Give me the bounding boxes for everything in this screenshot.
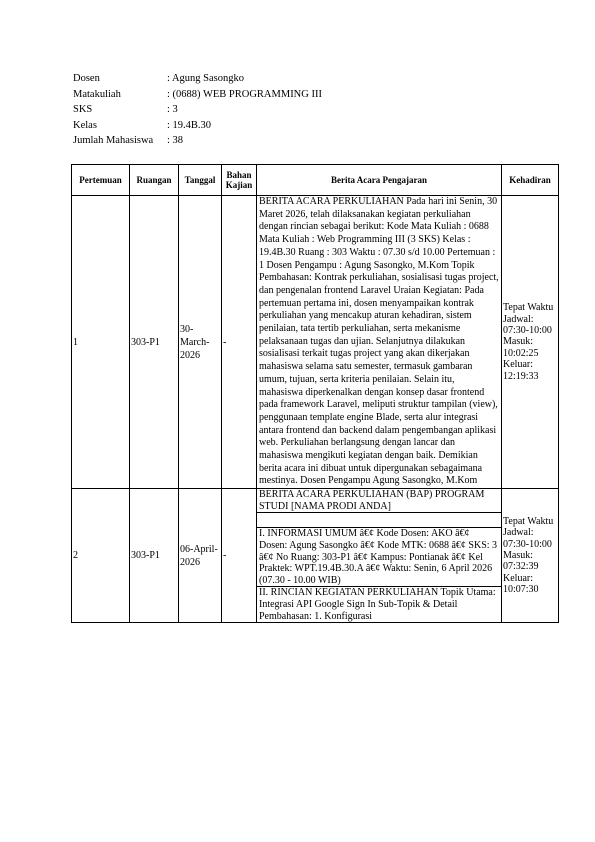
info-row-sks (73, 102, 322, 118)
berita-title: BERITA ACARA PERKULIAHAN (BAP) PROGRAM STUDI [NAMA PRODI ANDA] (257, 489, 501, 513)
berita-text: BERITA ACARA PERKULIAHAN Pada hari ini Senin, 30 Maret 2026, telah dilaksanakan kegiatan perkuliahan dengan rincian sebagai berikut: Kode Mata Kuliah : 0688 Mata Kuliah : Web Programming III (3 SKS) Kelas : 19.4B.30 Ruang : 303 Waktu : 07.30 s/d 10.00 Pertemuan : 1 Dosen Pengampu : Agung Sasongko, M.Kom Topik Pembahasan: Kontrak perkuliahan, sosialisasi tugas project, dan pengenalan frontend Laravel Uraian Kegiatan: Pada pertemuan pertama ini, dosen menyampaikan kontrak perkuliahan yang mencakup aturan kehadiran, sistem penilaian, tata tertib perkuliahan, serta mekanisme pelaksanaan tugas dan ujian. Selanjutnya dilakukan sosialisasi terkait tugas project yang akan dikerjakan mahasiswa selama satu semester, termasuk gambaran umum, tujuan, serta kriteria penilaian. Selain itu, mahasiswa diperkenalkan dengan konsep dasar frontend pada framework Laravel, meliputi struktur tampilan (view), penggunaan template engine Blade, serta alur integrasi antara frontend dan backend dalam pengembangan aplikasi web. Perkuliahan berlangsung dengan lancar dan mahasiswa mengikuti kegiatan dengan baik. Demikian berita acara ini dibuat untuk dipergunakan sebagaimana mestinya. Dosen Pengampu Agung Sasongko, M.Kom (259, 196, 499, 487)
table-row (72, 489, 559, 623)
cell-pertemuan: 1 (72, 196, 130, 489)
matakuliah-value: : (0688) WEB PROGRAMMING III (167, 88, 322, 100)
sks-value: : 3 (167, 104, 178, 115)
table-row (72, 196, 559, 489)
kelas-label: Kelas (73, 119, 97, 131)
cell-kehadiran: Tepat Waktu Jadwal: 07:30-10:00 Masuk: 07:32:39 Keluar: 10:07:30 (502, 489, 559, 623)
header-tanggal: Tanggal (179, 165, 222, 196)
course-info (73, 71, 322, 149)
table-header-row (72, 165, 559, 196)
cell-berita-acara (257, 489, 502, 623)
header-pertemuan: Pertemuan (72, 165, 130, 196)
jumlah-value: : 38 (167, 135, 184, 146)
matakuliah-label: Matakuliah (73, 88, 121, 100)
cell-tanggal: 06-April-2026 (179, 489, 222, 623)
info-row-jumlah (73, 133, 322, 149)
cell-tanggal: 30-March-2026 (179, 196, 222, 489)
berita-section-rincian: II. RINCIAN KEGIATAN PERKULIAHAN Topik Utama: Integrasi API Google Sign In Sub-Topik & Detail Pembahasan: 1. Konfigurasi (259, 587, 496, 622)
cell-berita-acara (257, 196, 502, 489)
cell-kehadiran: Tepat Waktu Jadwal: 07:30-10:00 Masuk: 10:02:25 Keluar: 12:19:33 (502, 196, 559, 489)
header-kehadiran: Kehadiran (502, 165, 559, 196)
berita-spacer (257, 513, 501, 527)
cell-bahan-kajian: - (222, 196, 257, 489)
jumlah-label: Jumlah Mahasiswa (73, 135, 154, 146)
dosen-label: Dosen (73, 73, 100, 84)
berita-section-informasi: I. INFORMASI UMUM â€¢ Kode Dosen: AKO â€¢ Dosen: Agung Sasongko â€¢ Kode MTK: 0688 â€¢ SKS: 3 â€¢ No Ruang: 303-P1 â€¢ Kampus: Pontianak â€¢ Kel Praktek: WPT.19.4B.30.A â€¢ Waktu: Senin, 6 April 2026 (07.30 - 10.00 WIB) (257, 527, 501, 587)
header-berita-acara: Berita Acara Pengajaran (257, 165, 502, 196)
header-bahan-kajian: Bahan Kajian (222, 165, 257, 196)
sks-label: SKS (73, 104, 93, 115)
cell-ruangan: 303-P1 (130, 196, 179, 489)
cell-ruangan: 303-P1 (130, 489, 179, 623)
kelas-value: : 19.4B.30 (167, 119, 212, 131)
cell-pertemuan: 2 (72, 489, 130, 623)
cell-bahan-kajian: - (222, 489, 257, 623)
dosen-value: : Agung Sasongko (167, 73, 245, 84)
info-row-dosen (73, 71, 322, 87)
header-ruangan: Ruangan (130, 165, 179, 196)
info-row-matakuliah (73, 87, 322, 103)
info-row-kelas (73, 118, 322, 134)
berita-acara-table (71, 164, 559, 623)
